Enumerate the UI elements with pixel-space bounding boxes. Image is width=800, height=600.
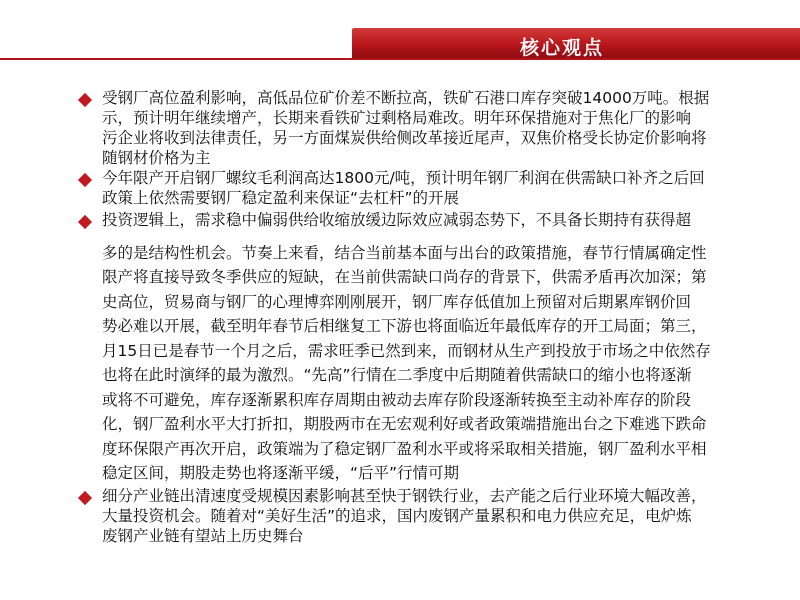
bullet-text-line: 多的是结构性机会。节奏上来看，结合当前基本面与出台的政策措施，春节行情属确定性 bbox=[102, 243, 707, 262]
diamond-bullet-icon bbox=[78, 173, 92, 187]
bullet-text-line: 势必难以开展，截至明年春节后相继复工下游也将面临近年最低库存的开工局面；第三， bbox=[102, 317, 707, 335]
bullet-text-line: 大量投资机会。随着对“美好生活”的追求，国内废钢产量累积和电力供应充足，电炉炼 bbox=[102, 506, 692, 525]
bullet-text-line: 废钢产业链有望站上历史舞台 bbox=[102, 526, 304, 545]
bullet-item-scrap-steel bbox=[76, 486, 800, 546]
bullet-text-line: 投资逻辑上，需求稳中偏弱供给收缩放缓边际效应减弱态势下，不具备长期持有获得超 bbox=[102, 211, 692, 229]
bullet-text-line: 细分产业链出清速度受规模因素影响甚至快于钢铁行业，去产能之后行业环境大幅改善， bbox=[102, 486, 707, 505]
diamond-bullet-icon bbox=[78, 93, 92, 107]
bullet-text-line: 史高位，贸易商与钢厂的心理博弈刚刚展开，钢厂库存低值加上预留对后期累库钢价回 bbox=[102, 292, 692, 311]
bullet-text-line: 污企业将收到法律责任，另一方面煤炭供给侧改革接近尾声，双焦价格受长协定价影响将 bbox=[102, 129, 707, 147]
header-divider bbox=[0, 58, 800, 60]
bullet-text-line: 受钢厂高位盈利影响，高低品位矿价差不断拉高，铁矿石港口库存突破14000万吨。根据 bbox=[102, 89, 710, 107]
bullet-text-line: 限产将直接导致冬季供应的短缺，在当前供需缺口尚存的背景下，供需矛盾再次加深；第 bbox=[102, 268, 707, 286]
bullet-item-investment-logic bbox=[76, 208, 800, 486]
bullet-text-line: 化，钢厂盈利水平大打折扣，期股两市在无宏观利好或者政策端措施出台之下难逃下跌命 bbox=[102, 415, 707, 433]
bullet-text-line: 今年限产开启钢厂螺纹毛利润高达1800元/吨，预计明年钢厂利润在供需缺口补齐之后回 bbox=[102, 169, 705, 187]
bullet-text-line: 稳定区间，期股走势也将逐渐平缓，“后平”行情可期 bbox=[102, 464, 460, 482]
bullet-item-iron-ore bbox=[76, 88, 800, 168]
bullet-text-line: 也将在此时演绎的最为激烈。“先高”行情在二季度中后期随着供需缺口的缩小也将逐渐 bbox=[102, 366, 692, 384]
bullet-text-line: 政策上依然需要钢厂稳定盈利来保证“去杠杆”的开展 bbox=[102, 189, 460, 207]
bullet-text-line: 或将不可避免，库存逐渐累积库存周期由被动去库存阶段逐渐转换至主动补库存的阶段 bbox=[102, 390, 692, 409]
bullet-text-line: 随钢材价格为主 bbox=[102, 149, 211, 167]
diamond-bullet-icon bbox=[78, 215, 92, 229]
bullet-list bbox=[76, 88, 800, 546]
page-title: 核心观点 bbox=[520, 37, 605, 59]
diamond-bullet-icon bbox=[78, 490, 92, 504]
bullet-text-line: 度环保限产再次开启，政策端为了稳定钢厂盈利水平或将采取相关措施，钢厂盈利水平相 bbox=[102, 439, 707, 458]
bullet-item-steel-profit bbox=[76, 168, 800, 208]
bullet-text-line: 月15日已是春节一个月之后，需求旺季已然到来，而钢材从生产到投放于市场之中依然存 bbox=[102, 341, 711, 360]
bullet-text-line: 示，预计明年继续增产，长期来看铁矿过剩格局难改。明年环保措施对于焦化厂的影响 bbox=[102, 109, 692, 127]
